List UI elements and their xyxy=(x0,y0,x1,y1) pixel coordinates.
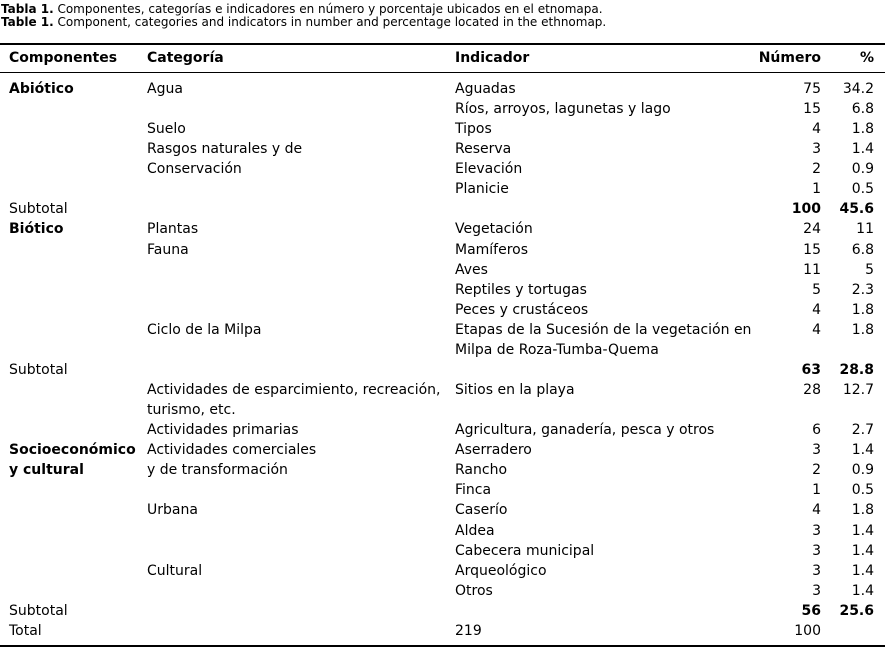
cell-numero: 4 xyxy=(812,502,821,518)
header-pct: % xyxy=(859,50,874,66)
cell-numero: 2 xyxy=(812,161,821,177)
cell-pct: 1.8 xyxy=(851,322,874,338)
cell-pct: 5 xyxy=(865,262,874,278)
cell-indicador: Tipos xyxy=(455,121,492,137)
caption-english xyxy=(1,15,606,29)
cell-indicador: Planicie xyxy=(455,181,509,197)
cell-pct: 28.8 xyxy=(839,362,874,378)
cell-pct: 0.9 xyxy=(851,161,874,177)
cell-indicador: Arqueológico xyxy=(455,563,547,579)
cell-numero: 5 xyxy=(812,282,821,298)
cell-pct: 6.8 xyxy=(851,242,874,258)
cell-categoria: Agua xyxy=(147,81,183,97)
cell-indicador: Milpa de Roza-Tumba-Quema xyxy=(455,342,659,358)
cell-componente: Socioeconómico xyxy=(9,442,136,458)
cell-numero: 11 xyxy=(803,262,821,278)
cell-numero: 3 xyxy=(812,523,821,539)
cell-indicador: Aldea xyxy=(455,523,495,539)
cell-categoria: Suelo xyxy=(147,121,186,137)
caption-spanish xyxy=(1,2,603,16)
caption-text-es: Componentes, categorías e indicadores en número y porcentaje ubicados en el etnomapa. xyxy=(57,2,603,16)
cell-categoria: Actividades comerciales xyxy=(147,442,317,458)
cell-numero: 3 xyxy=(812,141,821,157)
table-bottom-rule xyxy=(0,645,885,647)
cell-numero: 4 xyxy=(812,322,821,338)
cell-numero: 75 xyxy=(803,81,821,97)
cell-pct: 6.8 xyxy=(851,101,874,117)
cell-indicador: Vegetación xyxy=(455,221,533,237)
cell-componente: Biótico xyxy=(9,221,64,237)
table-header-rule xyxy=(0,72,885,73)
cell-indicador: Peces y crustáceos xyxy=(455,302,589,318)
cell-pct: 1.4 xyxy=(851,141,874,157)
cell-indicador: Finca xyxy=(455,482,492,498)
cell-numero: 1 xyxy=(812,181,821,197)
cell-indicador: Sitios en la playa xyxy=(455,382,575,398)
cell-numero: 63 xyxy=(801,362,821,378)
cell-pct: 2.3 xyxy=(851,282,874,298)
cell-pct: 1.8 xyxy=(851,121,874,137)
header-categoria: Categoría xyxy=(147,50,224,66)
cell-pct: 1.4 xyxy=(851,563,874,579)
cell-numero: 3 xyxy=(812,563,821,579)
cell-pct: 11 xyxy=(856,221,874,237)
cell-categoria: Ciclo de la Milpa xyxy=(147,322,262,338)
cell-categoria: Actividades primarias xyxy=(147,422,299,438)
cell-indicador: Aguadas xyxy=(455,81,516,97)
caption-text-en: Component, categories and indicators in number and percentage located in the ethnomap. xyxy=(57,15,607,29)
cell-categoria: Urbana xyxy=(147,502,198,518)
cell-pct: 1.8 xyxy=(851,502,874,518)
cell-numero: 2 xyxy=(812,462,821,478)
cell-categoria: Fauna xyxy=(147,242,189,258)
cell-indicador: Ríos, arroyos, lagunetas y lago xyxy=(455,101,671,117)
cell-numero: 24 xyxy=(803,221,821,237)
cell-pct: 34.2 xyxy=(842,81,874,97)
header-componentes: Componentes xyxy=(9,50,118,66)
cell-indicador: Etapas de la Sucesión de la vegetación en xyxy=(455,322,752,338)
cell-componente: Total xyxy=(9,623,42,639)
cell-numero: 4 xyxy=(812,121,821,137)
cell-indicador: Aserradero xyxy=(455,442,532,458)
cell-pct: 0.5 xyxy=(851,482,874,498)
cell-pct: 1.4 xyxy=(851,543,874,559)
cell-indicador: Cabecera municipal xyxy=(455,543,595,559)
cell-pct: 1.4 xyxy=(851,523,874,539)
cell-categoria: Rasgos naturales y de xyxy=(147,141,303,157)
cell-categoria: turismo, etc. xyxy=(147,402,236,418)
cell-indicador: 219 xyxy=(455,623,482,639)
cell-pct: 0.5 xyxy=(851,181,874,197)
cell-indicador: Caserío xyxy=(455,502,508,518)
cell-componente: Abiótico xyxy=(9,81,74,97)
cell-numero: 4 xyxy=(812,302,821,318)
cell-numero: 1 xyxy=(812,482,821,498)
cell-componente: Subtotal xyxy=(9,201,68,217)
cell-pct: 45.6 xyxy=(839,201,874,217)
cell-pct: 1.4 xyxy=(851,583,874,599)
caption-label-es: Tabla 1. xyxy=(1,2,54,16)
cell-numero: 6 xyxy=(812,422,821,438)
cell-categoria: Cultural xyxy=(147,563,203,579)
cell-componente: Subtotal xyxy=(9,362,68,378)
header-numero: Número xyxy=(758,50,821,66)
cell-pct: 1.4 xyxy=(851,442,874,458)
cell-categoria: Conservación xyxy=(147,161,242,177)
cell-componente: Subtotal xyxy=(9,603,68,619)
cell-categoria: y de transformación xyxy=(147,462,288,478)
cell-indicador: Rancho xyxy=(455,462,508,478)
cell-numero: 100 xyxy=(794,623,821,639)
cell-numero: 3 xyxy=(812,543,821,559)
cell-componente: y cultural xyxy=(9,462,84,478)
cell-pct: 1.8 xyxy=(851,302,874,318)
cell-indicador: Reserva xyxy=(455,141,512,157)
cell-indicador: Reptiles y tortugas xyxy=(455,282,587,298)
cell-pct: 25.6 xyxy=(839,603,874,619)
cell-numero: 100 xyxy=(791,201,821,217)
cell-numero: 15 xyxy=(803,101,821,117)
cell-categoria: Plantas xyxy=(147,221,199,237)
cell-numero: 3 xyxy=(812,583,821,599)
cell-indicador: Aves xyxy=(455,262,488,278)
cell-pct: 2.7 xyxy=(851,422,874,438)
table-top-rule xyxy=(0,43,885,45)
cell-numero: 15 xyxy=(803,242,821,258)
cell-numero: 3 xyxy=(812,442,821,458)
cell-pct: 0.9 xyxy=(851,462,874,478)
header-indicador: Indicador xyxy=(455,50,530,66)
cell-categoria: Actividades de esparcimiento, recreación, xyxy=(147,382,441,398)
cell-indicador: Otros xyxy=(455,583,493,599)
cell-pct: 12.7 xyxy=(842,382,874,398)
cell-indicador: Elevación xyxy=(455,161,523,177)
cell-indicador: Mamíferos xyxy=(455,242,529,258)
cell-numero: 28 xyxy=(803,382,821,398)
cell-numero: 56 xyxy=(801,603,821,619)
caption-label-en: Table 1. xyxy=(1,15,54,29)
cell-indicador: Agricultura, ganadería, pesca y otros xyxy=(455,422,715,438)
